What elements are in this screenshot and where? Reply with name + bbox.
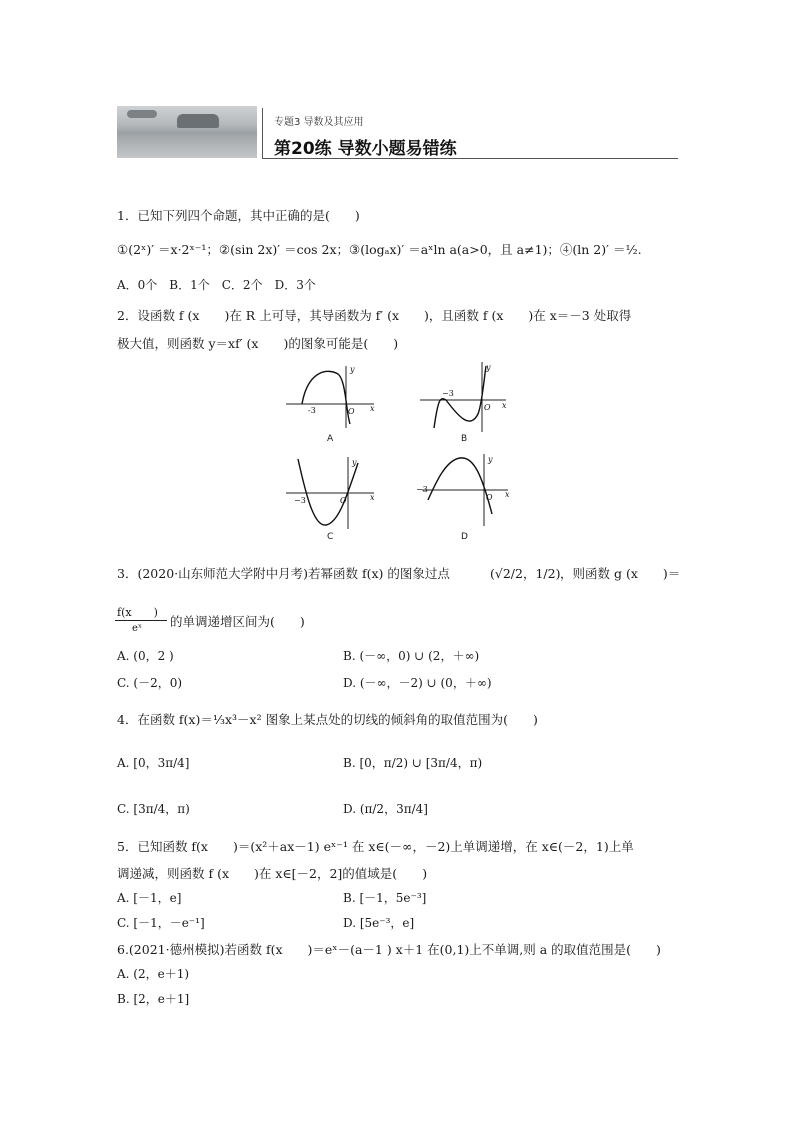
graph-d-origin-label: O [486,493,493,502]
graph-a-neg3-label: -3 [308,406,316,415]
graph-b-origin-label: O [484,403,491,412]
q4-option-a: A. [0，3π/4] [117,756,190,770]
q3-option-b: B. (－∞，0) ∪ (2，＋∞) [343,649,480,663]
q5-option-c: C. [－1，－e⁻¹] [117,916,205,930]
header-banner-image [117,106,257,158]
graph-a-y-label: y [350,365,355,374]
q3-frac-denominator: eˣ [132,623,143,634]
q2-line1: 2．设函数 f (x )在 R 上可导，其导函数为 f′ (x )，且函数 f (x )在 x＝－3 处取得 [117,308,632,323]
graph-c [284,455,380,531]
graph-d-caption: D [461,532,468,542]
graph-c-caption: C [327,532,334,542]
q3-option-d: D. (－∞，－2) ∪ (0，＋∞) [343,676,492,690]
graph-a-origin-label: O [348,407,355,416]
graph-d-neg3-label: −3 [416,485,428,494]
q4-option-c: C. [3π/4，π) [117,802,190,816]
graph-c-y-label: y [352,458,357,467]
series-label: 专题3 导数及其应用 [274,117,364,128]
q4-stem: 4．在函数 f(x)＝⅓x³－x² 图象上某点处的切线的倾斜角的取值范围为( ) [117,712,538,727]
q3-line1: 3．(2020·山东师范大学附中月考)若幂函数 f(x) 的图象过点 [117,566,450,581]
q5-option-b: B. [－1，5e⁻³] [343,891,427,905]
q4-option-b: B. [0，π/2) ∪ [3π/4，π) [343,756,483,770]
graph-c-origin-label: O [340,496,347,505]
q5-line1: 5．已知函数 f(x )＝(x²＋ax－1) eˣ⁻¹ 在 x∈(－∞，－2)上单调递增，在 x∈(－2，1)上单 [117,839,634,854]
q3-frac-numerator: f(x ) [117,606,158,619]
page-title: 第20练 导数小题易错练 [274,139,457,159]
q4-option-d: D. (π/2，3π/4] [343,802,428,816]
graph-b-neg3-label: −3 [442,389,454,398]
graph-a-caption: A [327,434,334,444]
graph-d [412,452,514,528]
q3-frac-bar [115,620,167,621]
q1-statements: ①(2ˣ)′ ＝x·2ˣ⁻¹；②(sin 2x)′ ＝cos 2x；③(logₐx)′ ＝aˣln a(a>0，且 a≠1)；④(ln 2)′ ＝½. [117,242,642,257]
graph-c-neg3-label: −3 [294,496,306,505]
graph-b-caption: B [461,434,468,444]
q1-options: A．0个 B．1个 C．2个 D．3个 [117,278,316,292]
graph-c-x-label: x [370,493,375,502]
q5-option-a: A. [－1，e] [117,891,182,905]
q2-line2: 极大值，则函数 y＝xf′ (x )的图象可能是( ) [117,336,399,351]
graph-d-x-label: x [505,490,510,499]
q5-option-d: D. [5e⁻³，e] [343,916,415,930]
q5-line2: 调递减，则函数 f (x )在 x∈[－2，2]的值域是( ) [117,866,428,881]
q6-option-a: A. (2，e＋1) [117,967,190,981]
graph-d-y-label: y [488,455,493,464]
q3-option-c: C. (－2，0) [117,676,183,690]
q6-stem: 6.(2021·德州模拟)若函数 f(x )＝eˣ－(a－1 ) x＋1 在(0,1)上不单调,则 a 的取值范围是( ) [117,942,661,957]
q3-line1b: ，则函数 g (x )＝ [560,566,681,581]
q3-line2: 的单调递增区间为( ) [170,614,305,629]
graph-b [418,360,514,434]
q3-point: (√2/2，1/2) [490,566,561,581]
header-divider-vertical [262,108,263,158]
graph-b-y-label: y [486,363,491,372]
graph-a-x-label: x [370,404,375,413]
graph-a [284,362,380,432]
q3-option-a: A. (0，2 ) [117,649,174,663]
q1-stem: 1．已知下列四个命题，其中正确的是( ) [117,208,360,223]
q6-option-b: B. [2，e＋1] [117,992,190,1006]
graph-b-x-label: x [502,401,507,410]
